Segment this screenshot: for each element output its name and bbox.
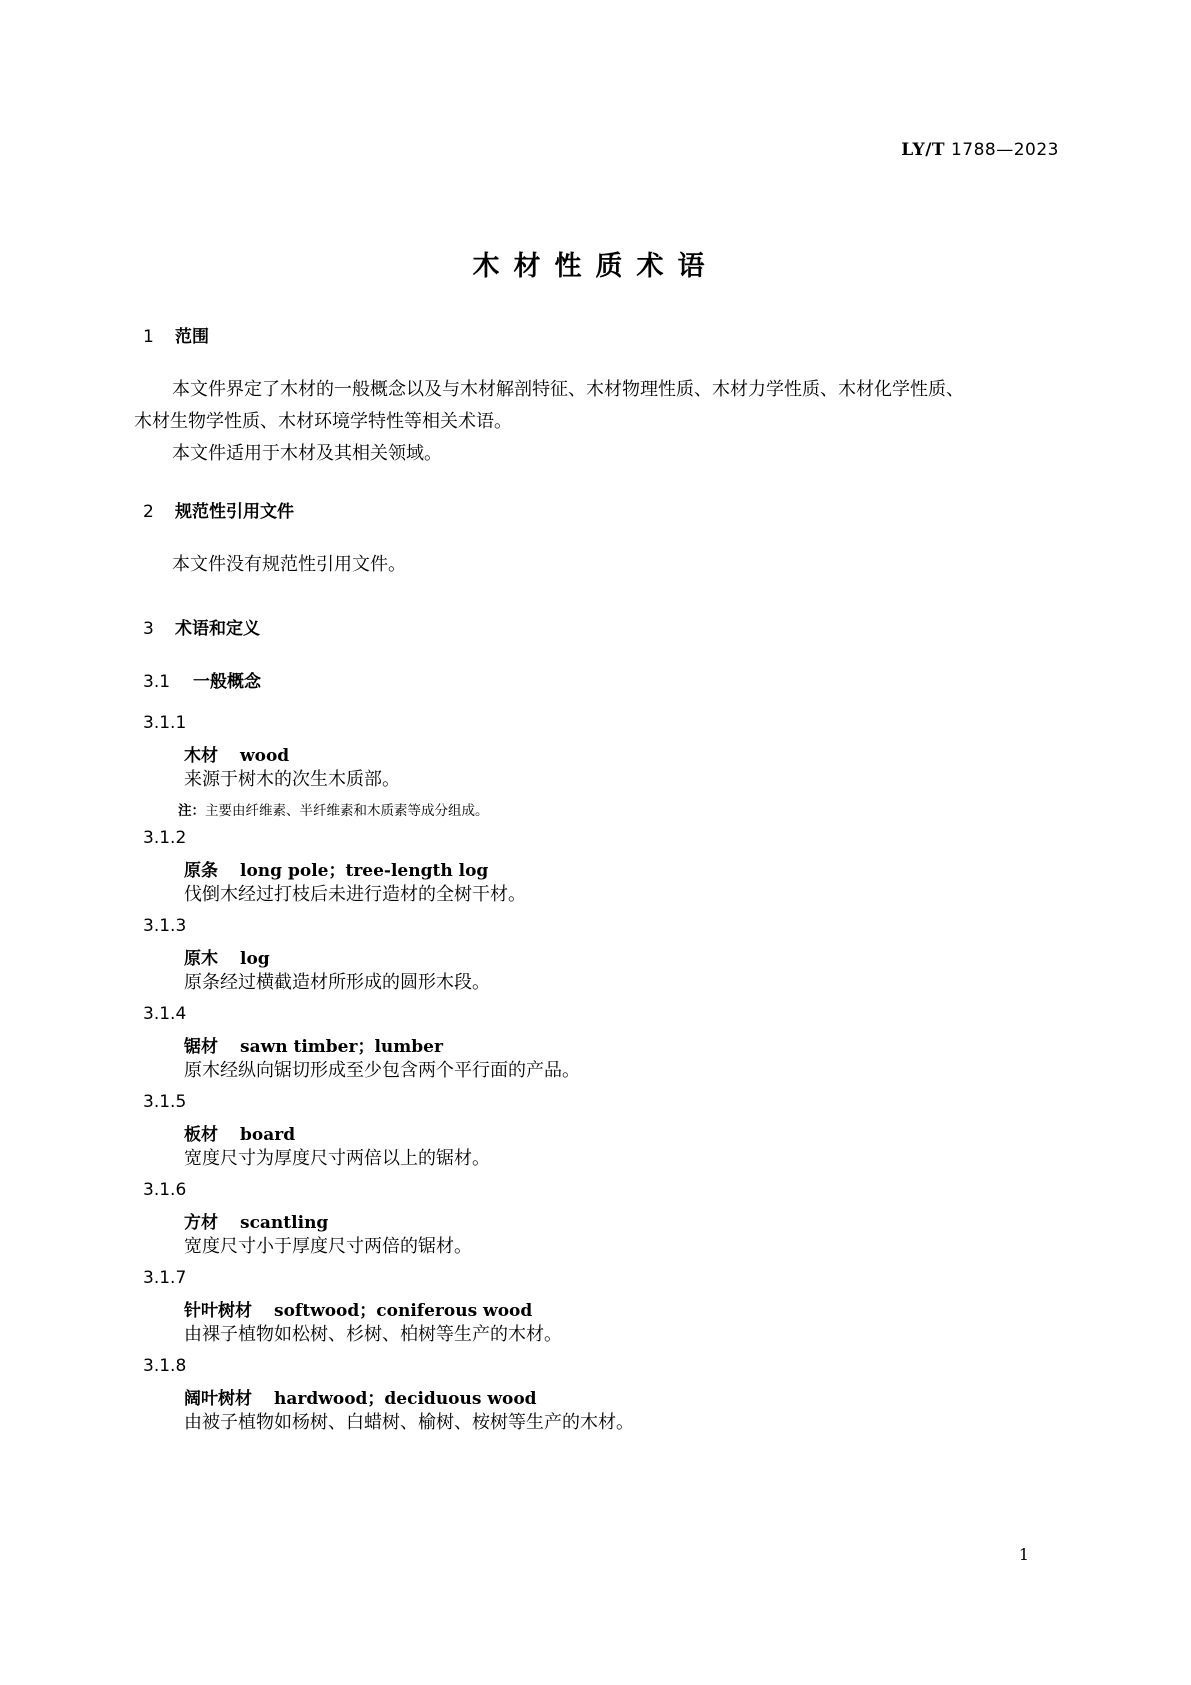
clause-number: 3.1.2 [143, 828, 187, 848]
term-note [178, 799, 489, 819]
section-number: 3.1 [143, 672, 171, 692]
term-zh: 锯材 [184, 1037, 218, 1057]
term-definition: 伐倒木经过打枝后未进行造材的全树干材。 [184, 884, 526, 905]
clause-number: 3.1.1 [143, 713, 187, 733]
term-zh: 原木 [184, 949, 218, 969]
clause-number: 3.1.4 [143, 1004, 187, 1024]
clause-number: 3.1.7 [143, 1268, 187, 1288]
term-en: long pole；tree-length log [240, 861, 489, 881]
term-zh: 方材 [184, 1213, 218, 1233]
section-3-1-heading [143, 667, 261, 692]
note-text: 主要由纤维素、半纤维素和木质素等成分组成。 [205, 803, 489, 819]
term-definition: 原条经过横截造材所形成的圆形木段。 [184, 972, 490, 993]
document-title: 木材性质术语 [472, 251, 719, 282]
section-number: 2 [143, 502, 154, 522]
term-zh: 木材 [184, 746, 218, 766]
term-definition: 由被子植物如杨树、白蜡树、榆树、桉树等生产的木材。 [184, 1412, 634, 1433]
scope-paragraph-2: 本文件适用于木材及其相关领域。 [172, 443, 442, 464]
section-title: 术语和定义 [175, 619, 260, 639]
term-zh: 针叶树材 [184, 1301, 252, 1321]
section-number: 3 [143, 619, 154, 639]
note-label: 注： [178, 803, 205, 819]
term-definition: 宽度尺寸为厚度尺寸两倍以上的锯材。 [184, 1148, 490, 1169]
page-number: 1 [1018, 1545, 1029, 1564]
section-1-heading [143, 322, 209, 347]
section-3-heading [143, 614, 260, 639]
clause-number: 3.1.5 [143, 1092, 187, 1112]
standard-code-prefix: LY/T [901, 140, 946, 160]
term-definition: 原木经纵向锯切形成至少包含两个平行面的产品。 [184, 1060, 580, 1081]
normative-references-paragraph: 本文件没有规范性引用文件。 [172, 554, 406, 575]
section-2-heading [143, 497, 294, 522]
scope-paragraph-line-2: 木材生物学性质、木材环境学特性等相关术语。 [134, 411, 512, 432]
clause-number: 3.1.3 [143, 916, 187, 936]
term-zh: 阔叶树材 [184, 1389, 252, 1409]
term-en: wood [240, 746, 290, 766]
section-title: 范围 [175, 327, 209, 347]
scope-paragraph-line-1: 本文件界定了木材的一般概念以及与木材解剖特征、木材物理性质、木材力学性质、木材化学性质、 [172, 379, 964, 400]
section-number: 1 [143, 327, 154, 347]
term-en: scantling [240, 1213, 329, 1233]
standard-code-number: 1788—2023 [950, 140, 1059, 160]
clause-number: 3.1.6 [143, 1180, 187, 1200]
standard-code [901, 140, 1059, 160]
section-title: 一般概念 [193, 672, 261, 692]
term-zh: 原条 [184, 861, 218, 881]
term-en: sawn timber；lumber [240, 1037, 443, 1057]
term-definition: 宽度尺寸小于厚度尺寸两倍的锯材。 [184, 1236, 472, 1257]
term-en: softwood；coniferous wood [274, 1301, 533, 1321]
section-title: 规范性引用文件 [175, 502, 294, 522]
term-en: board [240, 1125, 296, 1145]
term-zh: 板材 [184, 1125, 218, 1145]
term-en: hardwood；deciduous wood [274, 1389, 537, 1409]
term-definition: 由裸子植物如松树、杉树、柏树等生产的木材。 [184, 1324, 562, 1345]
term-definition: 来源于树木的次生木质部。 [184, 769, 400, 790]
clause-number: 3.1.8 [143, 1356, 187, 1376]
term-en: log [240, 949, 270, 969]
